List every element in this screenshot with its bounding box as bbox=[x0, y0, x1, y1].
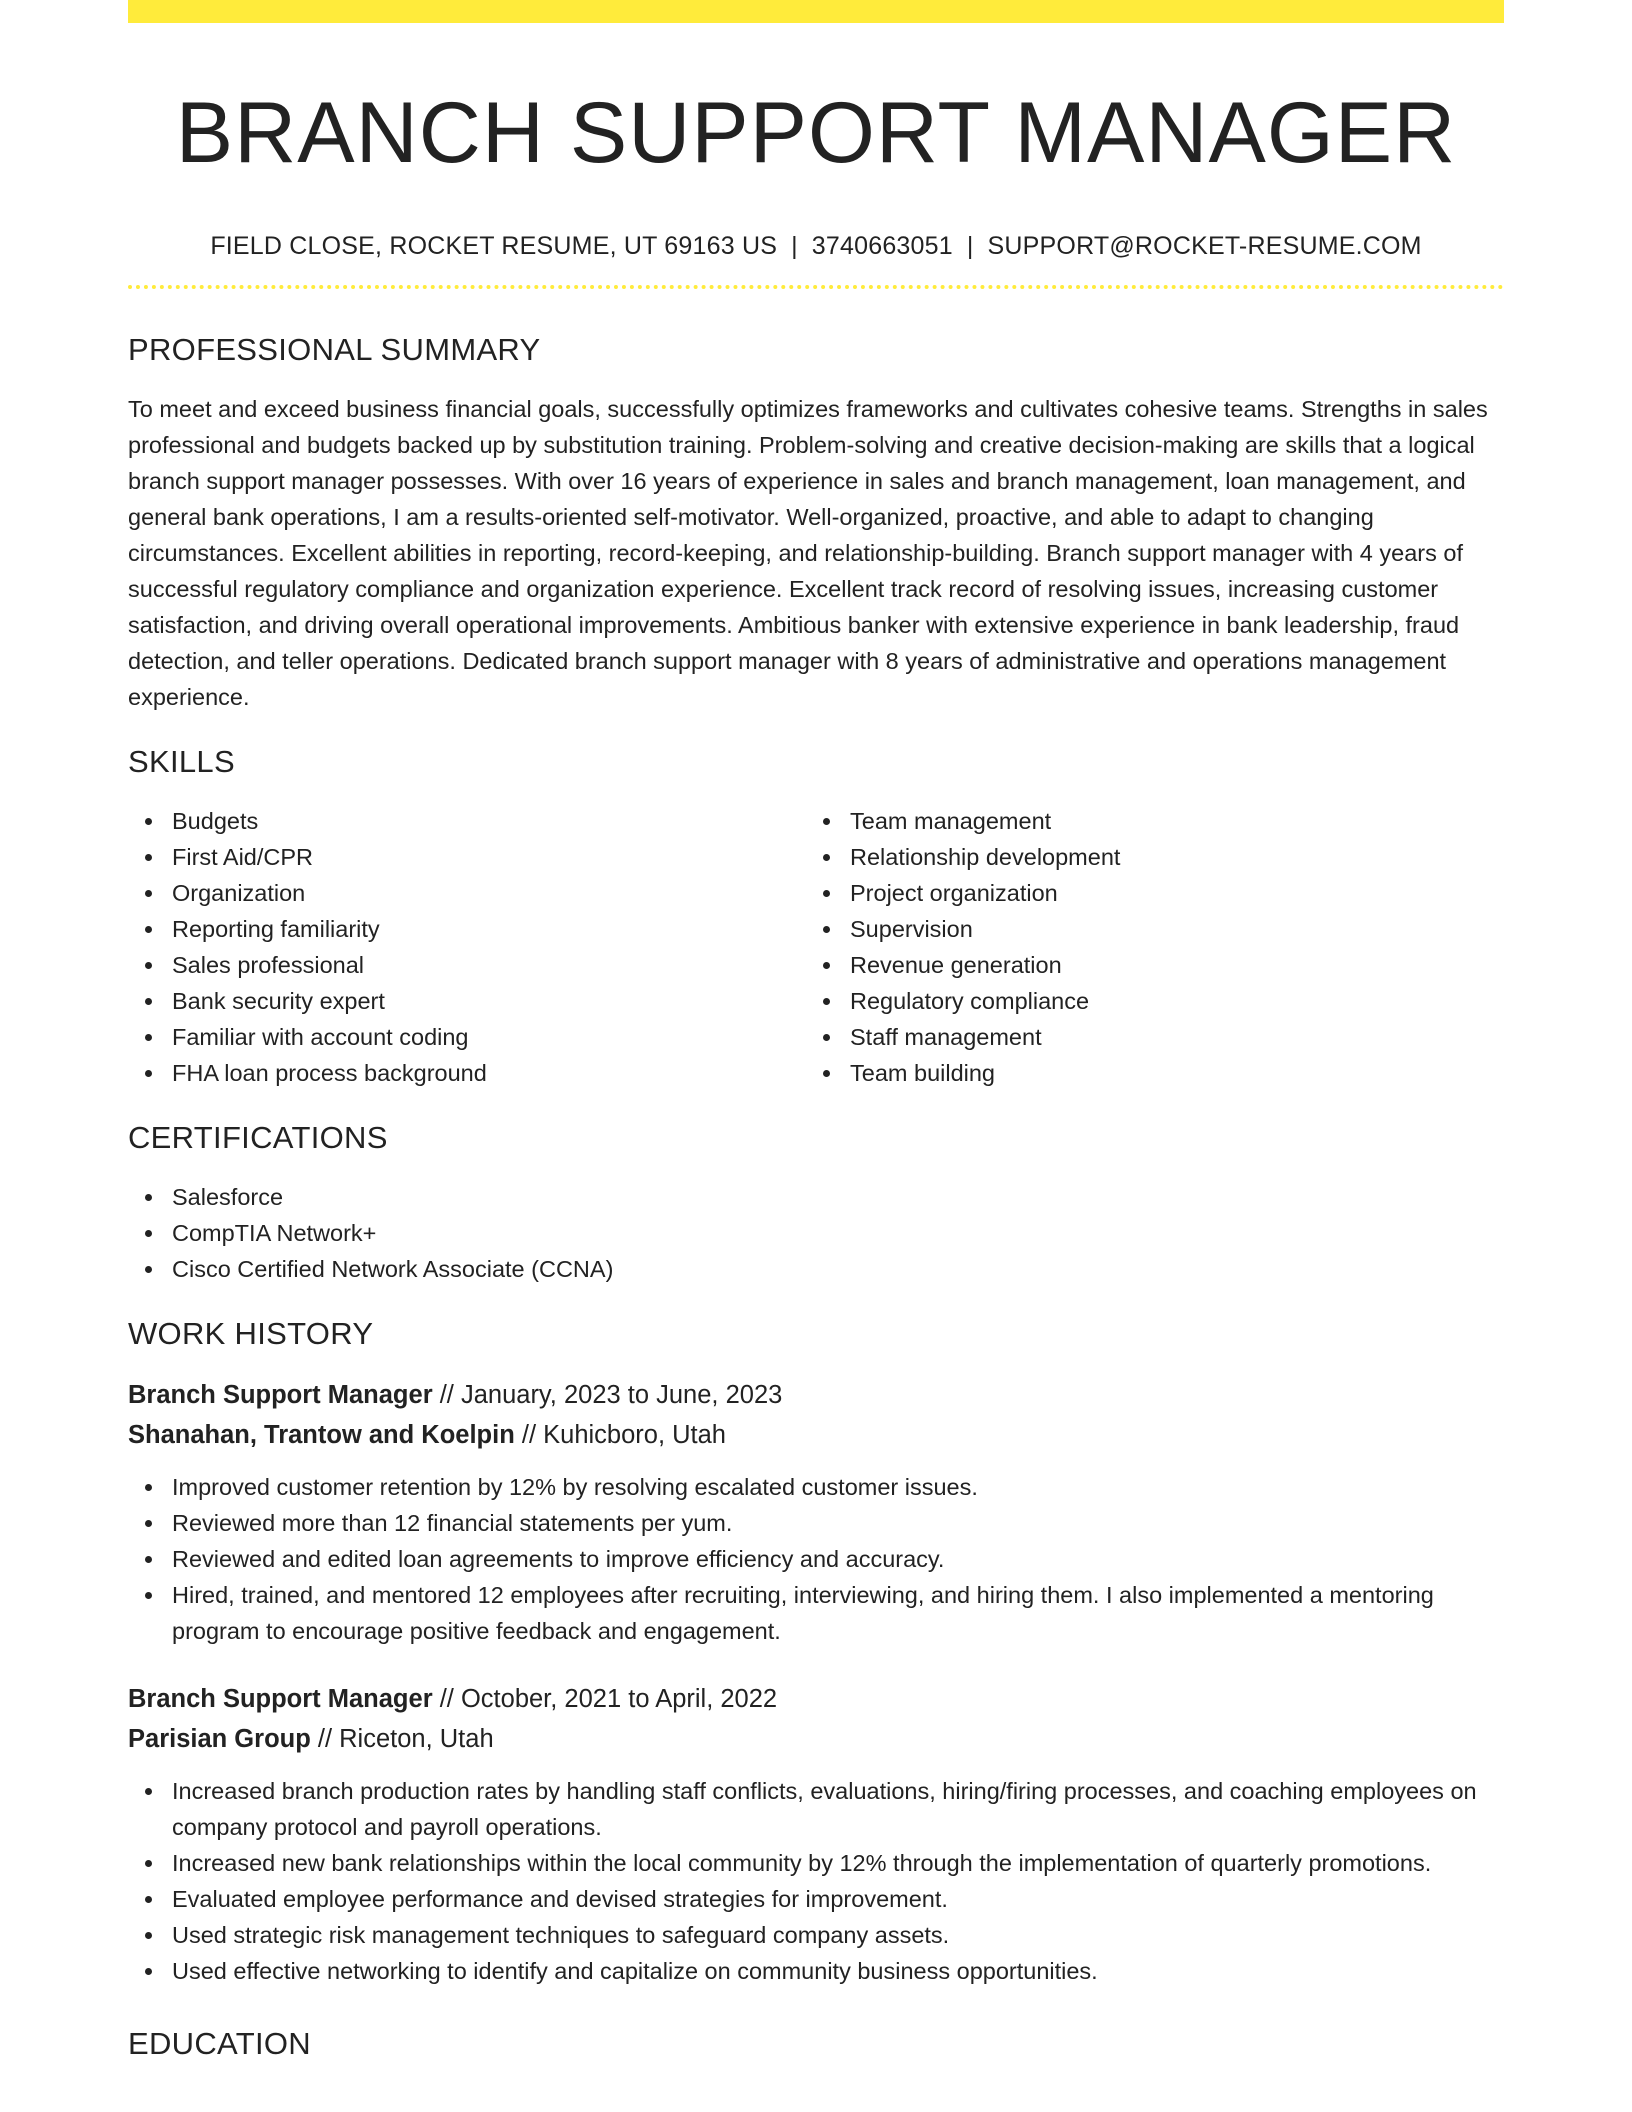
job-bullet-list bbox=[128, 1469, 1504, 1649]
job-dates: // January, 2023 to June, 2023 bbox=[432, 1381, 783, 1409]
contact-separator: | bbox=[791, 232, 798, 260]
company-name: Parisian Group bbox=[128, 1725, 311, 1753]
skill-item: Budgets bbox=[128, 803, 806, 839]
skill-item: First Aid/CPR bbox=[128, 839, 806, 875]
certifications-list bbox=[128, 1179, 1504, 1287]
contact-line bbox=[128, 231, 1504, 261]
resume-page bbox=[128, 0, 1504, 2063]
skill-item: FHA loan process background bbox=[128, 1055, 806, 1091]
education-heading: EDUCATION bbox=[128, 2026, 311, 2061]
skills-column-right bbox=[806, 803, 1484, 1091]
contact-email: SUPPORT@ROCKET-RESUME.COM bbox=[987, 232, 1422, 260]
job-title: Branch Support Manager bbox=[128, 1381, 433, 1409]
skills-list bbox=[128, 803, 1504, 1091]
skill-item: Team management bbox=[806, 803, 1484, 839]
job-title-line bbox=[128, 1375, 1504, 1415]
job-bullet: Hired, trained, and mentored 12 employees after recruiting, interviewing, and hiring them. I also implemented a mentoring program to encourage positive feedback and engagement. bbox=[128, 1577, 1504, 1649]
certification-item: Salesforce bbox=[128, 1179, 1504, 1215]
contact-address: FIELD CLOSE, ROCKET RESUME, UT 69163 US bbox=[210, 232, 778, 260]
certification-item: Cisco Certified Network Associate (CCNA) bbox=[128, 1251, 1504, 1287]
page-title: BRANCH SUPPORT MANAGER bbox=[175, 85, 1457, 181]
certifications-heading: CERTIFICATIONS bbox=[128, 1120, 388, 1155]
job-bullet: Reviewed more than 12 financial statements per yum. bbox=[128, 1505, 1504, 1541]
job-bullet: Used effective networking to identify and capitalize on community business opportunities. bbox=[128, 1953, 1504, 1989]
summary-heading: PROFESSIONAL SUMMARY bbox=[128, 332, 541, 367]
certification-item: CompTIA Network+ bbox=[128, 1215, 1504, 1251]
skill-item: Staff management bbox=[806, 1019, 1484, 1055]
company-location: // Kuhicboro, Utah bbox=[514, 1421, 726, 1449]
contact-phone: 3740663051 bbox=[811, 232, 953, 260]
company-name: Shanahan, Trantow and Koelpin bbox=[128, 1421, 515, 1449]
accent-top-bar bbox=[128, 0, 1504, 23]
job-bullet-list bbox=[128, 1773, 1504, 1989]
skill-item: Project organization bbox=[806, 875, 1484, 911]
job-bullet: Increased branch production rates by handling staff conflicts, evaluations, hiring/firing processes, and coaching employees on company protocol and payroll operations. bbox=[128, 1773, 1504, 1845]
skill-item: Team building bbox=[806, 1055, 1484, 1091]
skill-item: Familiar with account coding bbox=[128, 1019, 806, 1055]
contact-separator: | bbox=[966, 232, 974, 260]
job-bullet: Evaluated employee performance and devised strategies for improvement. bbox=[128, 1881, 1504, 1917]
job-bullet: Improved customer retention by 12% by resolving escalated customer issues. bbox=[128, 1469, 1504, 1505]
job-title: Branch Support Manager bbox=[128, 1685, 433, 1713]
company-line bbox=[128, 1415, 1504, 1455]
skill-item: Organization bbox=[128, 875, 806, 911]
job-bullet: Used strategic risk management techniques to safeguard company assets. bbox=[128, 1917, 1504, 1953]
job-bullet: Reviewed and edited loan agreements to improve efficiency and accuracy. bbox=[128, 1541, 1504, 1577]
job-entry bbox=[128, 1679, 1504, 1989]
job-entry bbox=[128, 1375, 1504, 1649]
work-history-heading: WORK HISTORY bbox=[128, 1316, 374, 1351]
skill-item: Supervision bbox=[806, 911, 1484, 947]
summary-text: To meet and exceed business financial goals, successfully optimizes frameworks and cultivates cohesive teams. Strengths in sales professional and budgets backed up by substitution training. Problem-solving and creative decision-making are skills that a logical branch support manager possesses. With over 16 years of experience in sales and branch management, loan management, and general bank operations, I am a results-oriented self-motivator. Well-organized, proactive, and able to adapt to changing circumstances. Excellent abilities in reporting, record-keeping, and relationship-building. Branch support manager with 4 years of successful regulatory compliance and organization experience. Excellent track record of resolving issues, increasing customer satisfaction, and driving overall operational improvements. Ambitious banker with extensive experience in bank leadership, fraud detection, and teller operations. Dedicated branch support manager with 8 years of administrative and operations management experience. bbox=[128, 396, 1488, 710]
company-location: // Riceton, Utah bbox=[310, 1725, 494, 1753]
skill-item: Relationship development bbox=[806, 839, 1484, 875]
job-bullet: Increased new bank relationships within the local community by 12% through the implementation of quarterly promotions. bbox=[128, 1845, 1504, 1881]
dotted-divider bbox=[128, 285, 1504, 289]
skill-item: Regulatory compliance bbox=[806, 983, 1484, 1019]
skills-heading: SKILLS bbox=[128, 744, 235, 779]
job-dates: // October, 2021 to April, 2022 bbox=[432, 1685, 778, 1713]
skill-item: Sales professional bbox=[128, 947, 806, 983]
skill-item: Reporting familiarity bbox=[128, 911, 806, 947]
job-title-line bbox=[128, 1679, 1504, 1719]
skill-item: Revenue generation bbox=[806, 947, 1484, 983]
skill-item: Bank security expert bbox=[128, 983, 806, 1019]
skills-column-left bbox=[128, 803, 806, 1091]
company-line bbox=[128, 1719, 1504, 1759]
